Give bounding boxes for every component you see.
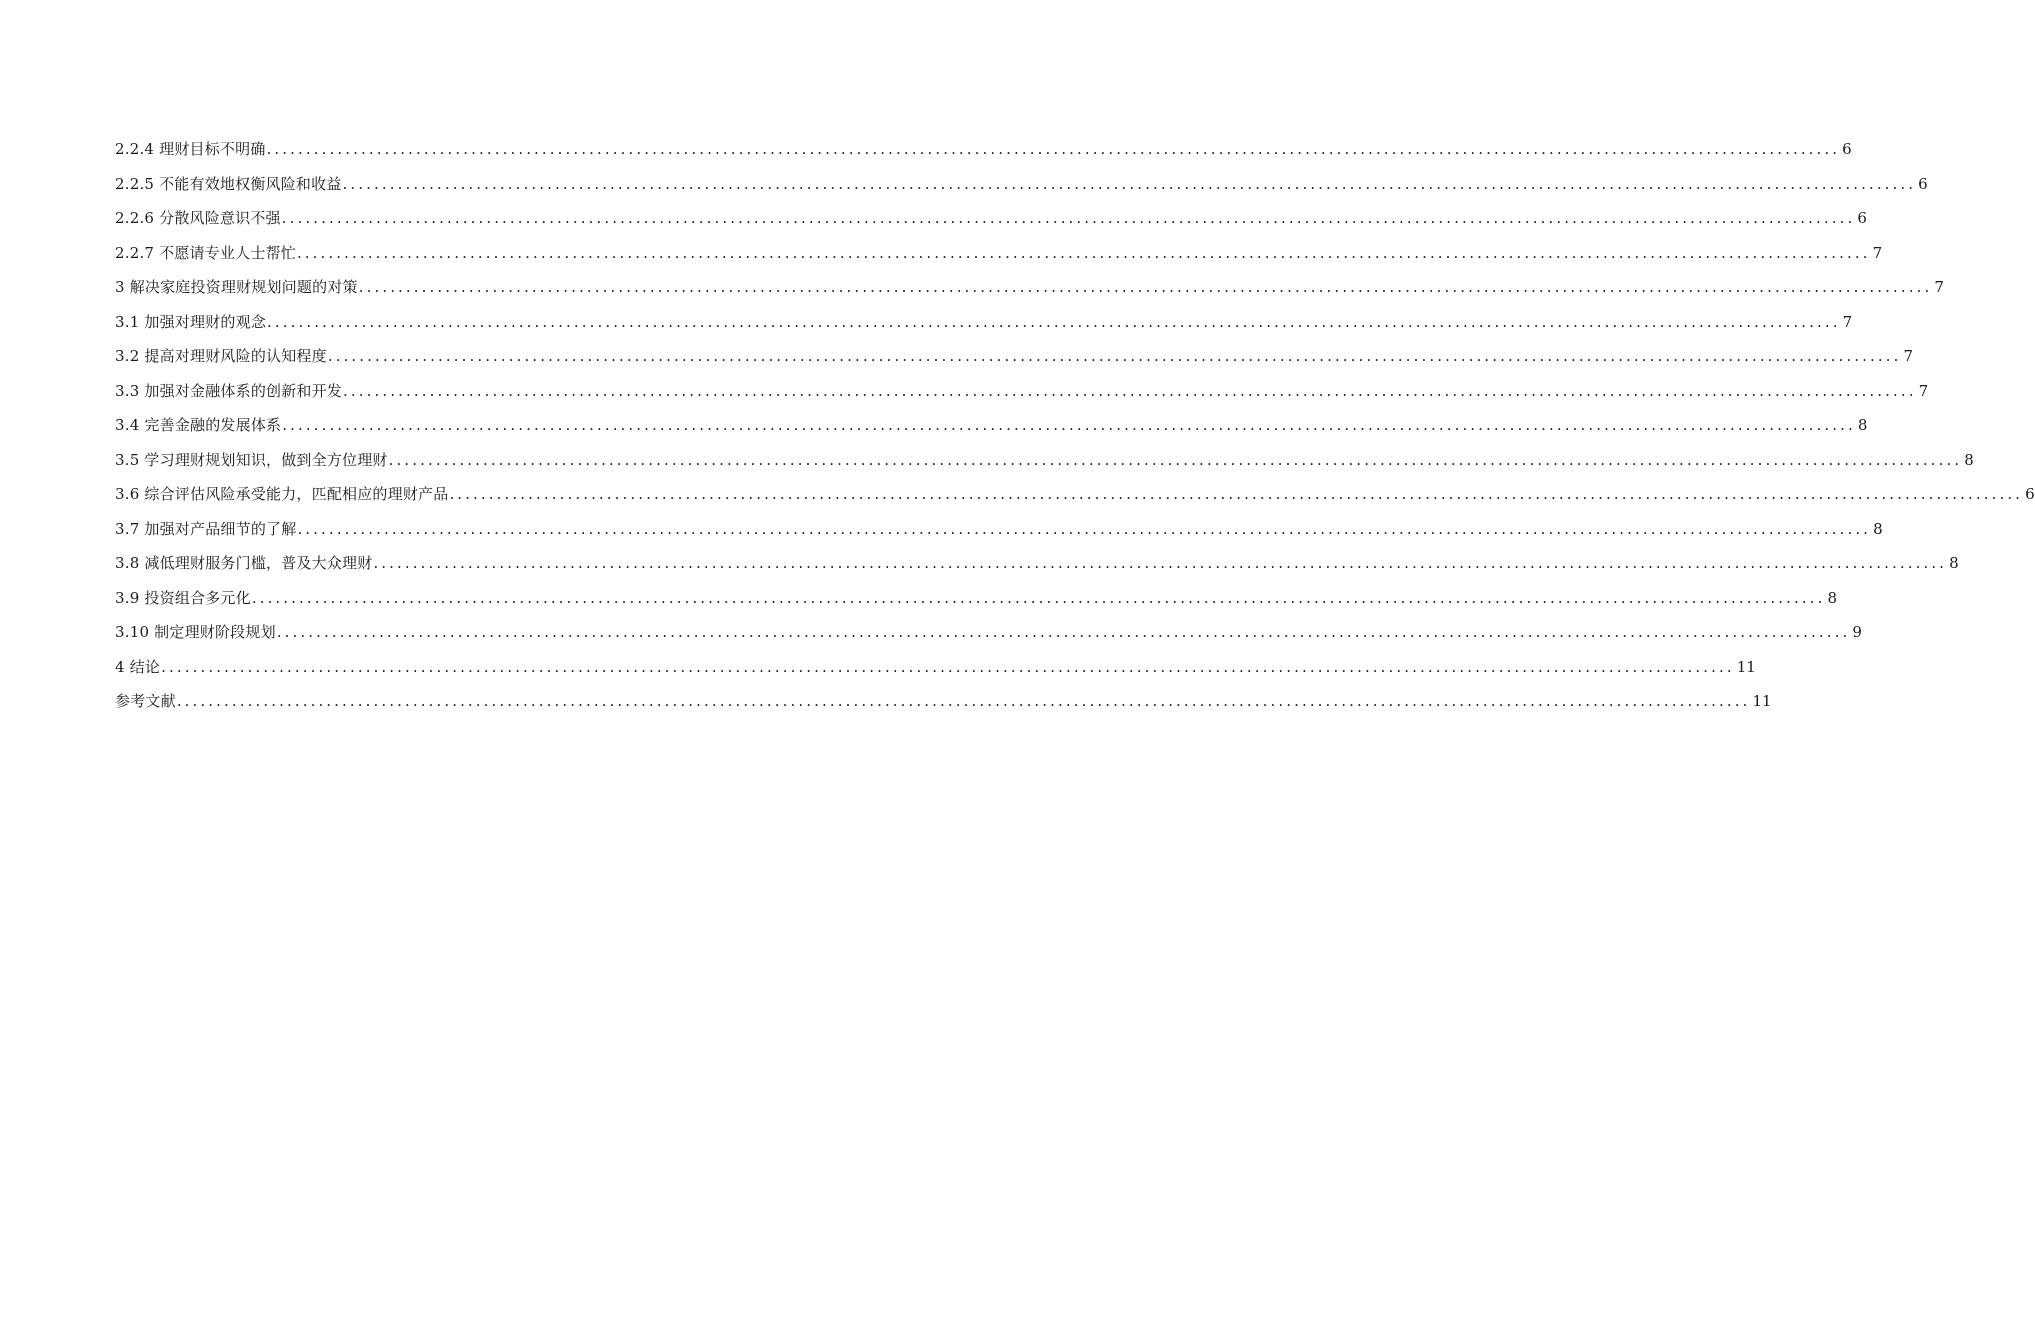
toc-entry-title: 3.8 减低理财服务门槛，普及大众理财 <box>115 554 373 572</box>
toc-leader-dots: ........................................................................................................................................................................................................ <box>276 623 1851 641</box>
toc-leader-dots: ........................................................................................................................................................................................................ <box>281 209 1856 227</box>
toc-entry-page: 6 <box>1918 174 1928 193</box>
toc-entry-title: 3.1 加强对理财的观念 <box>115 312 267 331</box>
toc-entry-title: 3.5 学习理财规划知识，做到全方位理财 <box>115 450 388 469</box>
toc-entry[interactable] <box>115 482 2035 517</box>
toc-entry[interactable] <box>115 620 1862 655</box>
toc-entry-title: 2.2.6 分散风险意识不强 <box>115 209 281 227</box>
toc-entry[interactable] <box>115 206 1867 241</box>
toc-leader-dots: ........................................................................................................................................................................................................ <box>297 519 1872 538</box>
toc-entry[interactable] <box>115 586 1837 621</box>
toc-leader-dots: ........................................................................................................................................................................................................ <box>343 381 1917 400</box>
toc-entry-page: 7 <box>1842 312 1853 331</box>
toc-entry[interactable] <box>115 137 1852 172</box>
toc-entry[interactable] <box>115 344 1913 379</box>
toc-leader-dots: ........................................................................................................................................................................................................ <box>251 588 1826 607</box>
toc-entry-page: 11 <box>1736 657 1756 676</box>
toc-entry-page: 11 <box>1752 692 1772 710</box>
toc-entry-page: 7 <box>1903 347 1913 365</box>
toc-entry-title: 2.2.4 理财目标不明确 <box>115 140 266 158</box>
toc-entry-page: 8 <box>1873 519 1883 538</box>
toc-entry[interactable] <box>115 413 1868 448</box>
toc-entry-page: 8 <box>1949 554 1959 572</box>
toc-entry-page: 6 <box>1857 209 1867 227</box>
toc-leader-dots: ........................................................................................................................................................................................................ <box>161 657 1735 676</box>
toc-entry-page: 8 <box>1964 450 1974 469</box>
toc-entry[interactable] <box>115 689 1772 724</box>
toc-entry-title: 2.2.7 不愿请专业人士帮忙 <box>115 243 296 262</box>
toc-leader-dots: ........................................................................................................................................................................................................ <box>176 692 1751 710</box>
toc-entry-page: 7 <box>1934 278 1944 296</box>
toc-entry[interactable] <box>115 551 1959 586</box>
toc-entry-page: 7 <box>1918 381 1929 400</box>
toc-entry-page: 8 <box>1827 588 1837 607</box>
toc-entry[interactable] <box>115 517 1883 552</box>
toc-leader-dots: ........................................................................................................................................................................................................ <box>267 312 1841 331</box>
toc-entry[interactable] <box>115 448 1974 483</box>
toc-leader-dots: ........................................................................................................................................................................................................ <box>388 450 1963 469</box>
toc-entry-page: 9 <box>1852 623 1862 641</box>
toc-entry-title: 参考文献 <box>115 692 176 710</box>
toc-entry-title: 3.7 加强对产品细节的了解 <box>115 519 297 538</box>
toc-entry[interactable] <box>115 310 1853 345</box>
toc-entry[interactable] <box>115 655 1756 690</box>
toc-entry-title: 3.3 加强对金融体系的创新和开发 <box>115 381 343 400</box>
toc-entry[interactable] <box>115 241 1883 276</box>
toc-entry-title: 3.2 提高对理财风险的认知程度 <box>115 347 327 365</box>
toc-entry-page: 6 <box>1842 140 1852 158</box>
toc-entry-page: 7 <box>1872 243 1883 262</box>
toc-entry-title: 3.10 制定理财阶段规划 <box>115 623 276 641</box>
toc-entry-page: 8 <box>1857 416 1868 434</box>
toc-leader-dots: ........................................................................................................................................................................................................ <box>327 347 1902 365</box>
toc-leader-dots: ........................................................................................................................................................................................................ <box>373 554 1948 572</box>
toc-entry[interactable] <box>115 172 1928 207</box>
toc-entry-page: 6 <box>2025 485 2035 503</box>
toc-entry-title: 2.2.5 不能有效地权衡风险和收益 <box>115 174 342 193</box>
toc-entry-title: 3.6 综合评估风险承受能力，匹配相应的理财产品 <box>115 485 449 503</box>
toc-entry-title: 3.9 投资组合多元化 <box>115 588 251 607</box>
toc-leader-dots: ........................................................................................................................................................................................................ <box>358 278 1933 296</box>
toc-entry-title: 3.4 完善金融的发展体系 <box>115 416 282 434</box>
toc-entry-title: 4 结论 <box>115 657 161 676</box>
toc-leader-dots: ........................................................................................................................................................................................................ <box>266 140 1841 158</box>
toc-leader-dots: ........................................................................................................................................................................................................ <box>296 243 1871 262</box>
toc-entry[interactable] <box>115 379 1929 414</box>
toc-leader-dots: ........................................................................................................................................................................................................ <box>449 485 2024 503</box>
toc-entry-title: 3 解决家庭投资理财规划问题的对策 <box>115 278 358 296</box>
toc-leader-dots: ........................................................................................................................................................................................................ <box>342 174 1917 193</box>
table-of-contents <box>115 137 2035 724</box>
toc-leader-dots: ........................................................................................................................................................................................................ <box>282 416 1856 434</box>
toc-entry[interactable] <box>115 275 1944 310</box>
